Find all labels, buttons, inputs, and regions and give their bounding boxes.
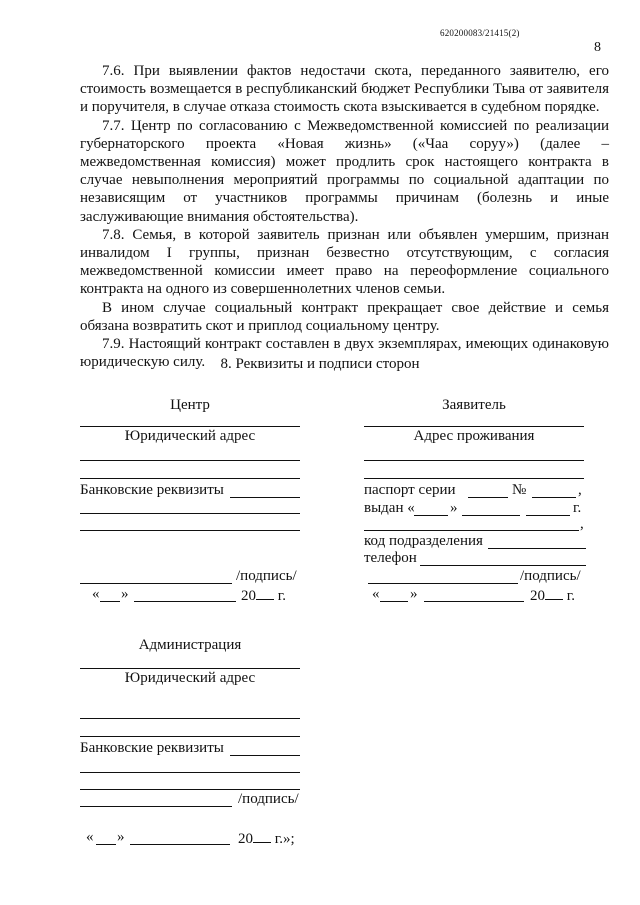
contract-body [80,62,609,371]
administration-year-prefix: 20 [238,831,253,847]
applicant-date-open: « [372,586,380,602]
administration-date-open: « [86,829,94,845]
administration-month-line [130,844,230,845]
applicant-year-blank [545,586,563,600]
administration-bank-line-2 [80,789,300,790]
center-legal-address-label: Юридический адрес [124,428,256,444]
paragraph-7-9: 7.9. Настоящий контракт составлен в двух экземплярах, имеющих одинаковую юридическую силу. [80,336,609,371]
applicant-year-prefix: 20 [530,588,545,604]
applicant-issued-year-line [526,515,570,516]
center-month-line [134,601,236,602]
applicant-heading: Заявитель [442,397,506,413]
center-address-line-1 [80,460,300,461]
administration-date-close: » [117,829,125,845]
administration-day-line [96,844,116,845]
applicant-issued-month-line [462,515,520,516]
applicant-year [530,586,575,605]
applicant-number-sign: № [512,482,527,498]
applicant-issued-day-line [414,515,448,516]
administration-signature-line [80,806,232,807]
center-heading: Центр [170,397,210,413]
section-title: 8. Реквизиты и подписи сторон [220,356,420,372]
center-year-blank [256,586,274,600]
administration-bank-line-1 [80,772,300,773]
applicant-phone-line [420,565,586,566]
administration-legal-address-label: Юридический адрес [124,670,256,686]
center-year-suffix: г. [274,588,286,604]
paragraph-7-8-continued: В ином случае социальный контракт прекращает свое действие и семья обязана возвратить скот и приплод социальному центру. [80,299,609,334]
applicant-comma-1: , [578,482,582,498]
applicant-issued-close: » [450,500,458,516]
applicant-issued-label: выдан « [364,500,415,516]
applicant-month-line [424,601,524,602]
applicant-day-line [380,601,408,602]
applicant-name-line [364,426,584,427]
center-date-open: « [92,586,100,602]
applicant-passport-number-line [532,497,576,498]
center-year-prefix: 20 [241,588,256,604]
administration-signature-label: /подпись/ [238,791,299,807]
applicant-address-line-1 [364,460,584,461]
applicant-division-code-label: код подразделения [364,533,483,549]
administration-year [238,829,295,848]
administration-year-suffix: г.»; [271,831,295,847]
center-signature-line [80,583,232,584]
center-bank-line-inline [230,497,300,498]
paragraph-7-6: 7.6. При выявлении фактов недостачи скота, переданного заявителю, его стоимость возмещается в республиканский бюджет Республики Тыва от заявителя и поручителя, в случае отказа стоимость скота взыскивается в судебном порядке. [80,63,609,116]
center-year [241,586,286,605]
applicant-issued-g: г. [573,500,582,516]
applicant-passport-label: паспорт серии [364,482,456,498]
applicant-phone-label: телефон [364,550,417,566]
paragraph-7-8: 7.8. Семья, в которой заявитель признан или объявлен умершим, признан инвалидом I группы, признан безвестно отсутствующим, с согласия межведомственной комиссии имеет право на переоформление социального контракта на одного из совершеннолетних членов семьи. [80,226,609,298]
administration-heading: Администрация [138,637,242,653]
center-signature-label: /подпись/ [236,568,297,584]
applicant-address-line-2 [364,478,584,479]
administration-name-line [80,668,300,669]
administration-year-blank [253,829,271,843]
applicant-signature-line [368,583,518,584]
administration-bank-details-label: Банковские реквизиты [80,740,224,756]
applicant-division-code-line [488,548,586,549]
center-bank-details-label: Банковские реквизиты [80,482,224,498]
center-address-line-2 [80,478,300,479]
applicant-passport-series-line [468,497,508,498]
applicant-date-close: » [410,586,418,602]
page-number: 8 [594,40,601,55]
paragraph-7-7: 7.7. Центр по согласованию с Межведомственной комиссией по реализации губернаторского проекта «Новая жизнь» («Чаа соруу») (далее – межведомственная комиссия) может продлить срок настоящего контракта в случае невыполнения мероприятий программы по социальной адаптации по независящим от участников программы причинам (болезнь и иные заслуживающие внимания обстоятельства). [80,117,609,225]
applicant-residence-label: Адрес проживания [413,428,535,444]
center-bank-line-1 [80,513,300,514]
applicant-signature-label: /подпись/ [520,568,581,584]
center-name-line [80,426,300,427]
administration-bank-line-inline [230,755,300,756]
administration-address-line-2 [80,736,300,737]
administration-address-line-1 [80,718,300,719]
center-date-close: » [121,586,129,602]
center-day-line [100,601,120,602]
applicant-year-suffix: г. [563,588,575,604]
document-id: 620200083/21415(2) [440,28,520,38]
center-bank-line-2 [80,530,300,531]
applicant-comma-2: , [580,516,584,532]
applicant-issued-by-line [364,530,579,531]
